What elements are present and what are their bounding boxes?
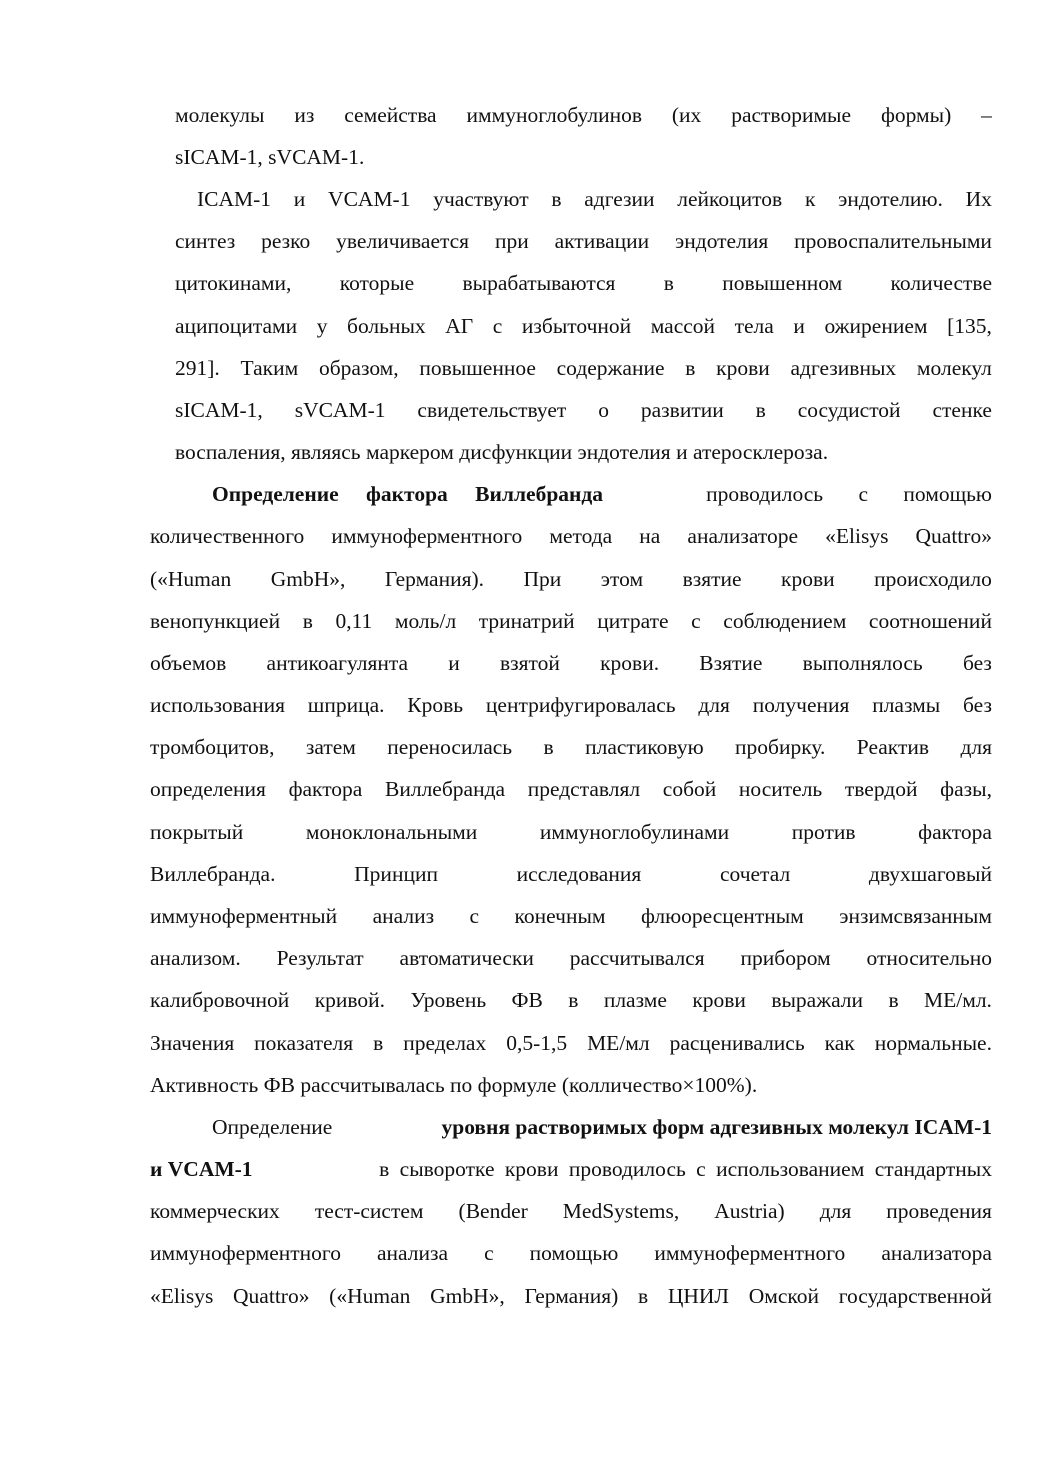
text-line: («Human GmbH», Германия). При этом взятие крови происходило <box>150 567 992 591</box>
paragraph-heading-line <box>212 479 992 509</box>
paragraph-heading-line <box>212 1112 992 1142</box>
text-line: цитокинами, которые вырабатываются в повышенном количестве <box>175 271 992 295</box>
text-line: Активность ФВ рассчитывалась по формуле (колличество×100%). <box>150 1073 758 1097</box>
text-line: sICAM-1, sVCAM-1. <box>175 145 365 169</box>
text-line: проводилось с помощью <box>706 482 992 506</box>
text-line: воспаления, являясь маркером дисфункции эндотелия и атеросклероза. <box>175 440 829 464</box>
text-line: венопункцией в 0,11 моль/л тринатрий цитрате с соблюдением соотношений <box>150 609 992 633</box>
text-line: Определение <box>212 1115 333 1139</box>
bold-heading: и VCAM-1 <box>150 1157 253 1181</box>
text-line: иммуноферментного анализа с помощью иммуноферментного анализатора <box>150 1241 992 1265</box>
text-line: иммуноферментный анализ с конечным флюоресцентным энзимсвязанным <box>150 904 992 928</box>
text-line: калибровочной кривой. Уровень ФВ в плазме крови выражали в МЕ/мл. <box>150 988 992 1012</box>
text-line: коммерческих тест-систем (Bender MedSystems, Austria) для проведения <box>150 1199 992 1223</box>
text-line: в сыворотке крови проводилось с использованием стандартных <box>379 1157 992 1181</box>
text-line: ICAM-1 и VCAM-1 участвуют в адгезии лейкоцитов к эндотелию. Их <box>197 187 992 211</box>
text-line: покрытый моноклональными иммуноглобулинами против фактора <box>150 820 992 844</box>
text-line: молекулы из семейства иммуноглобулинов (их растворимые формы) – <box>175 103 992 127</box>
text-line: Значения показателя в пределах 0,5-1,5 МЕ/мл расценивались как нормальные. <box>150 1031 992 1055</box>
text-line: «Elisys Quattro» («Human GmbH», Германия) в ЦНИЛ Омской государственной <box>150 1284 992 1308</box>
text-line: определения фактора Виллебранда представлял собой носитель твердой фазы, <box>150 777 992 801</box>
paragraph-line <box>150 1154 992 1184</box>
text-line: аципоцитами у больных АГ с избыточной массой тела и ожирением [135, <box>175 314 992 338</box>
text-line: использования шприца. Кровь центрифугировалась для получения плазмы без <box>150 693 992 717</box>
text-line: Виллебранда. Принцип исследования сочетал двухшаговый <box>150 862 992 886</box>
text-line: синтез резко увеличивается при активации эндотелия провоспалительными <box>175 229 992 253</box>
bold-heading: уровня растворимых форм адгезивных молекул ICAM-1 <box>441 1115 992 1139</box>
text-line: количественного иммуноферментного метода на анализаторе «Elisys Quattro» <box>150 524 992 548</box>
text-line: анализом. Результат автоматически рассчитывался прибором относительно <box>150 946 992 970</box>
text-line: 291]. Таким образом, повышенное содержание в крови адгезивных молекул <box>175 356 992 380</box>
bold-heading: Определение фактора Виллебранда <box>212 482 604 506</box>
text-line: объемов антикоагулянта и взятой крови. Взятие выполнялось без <box>150 651 992 675</box>
text-line: тромбоцитов, затем переносилась в пластиковую пробирку. Реактив для <box>150 735 992 759</box>
text-line: sICAM-1, sVCAM-1 свидетельствует о развитии в сосудистой стенке <box>175 398 992 422</box>
